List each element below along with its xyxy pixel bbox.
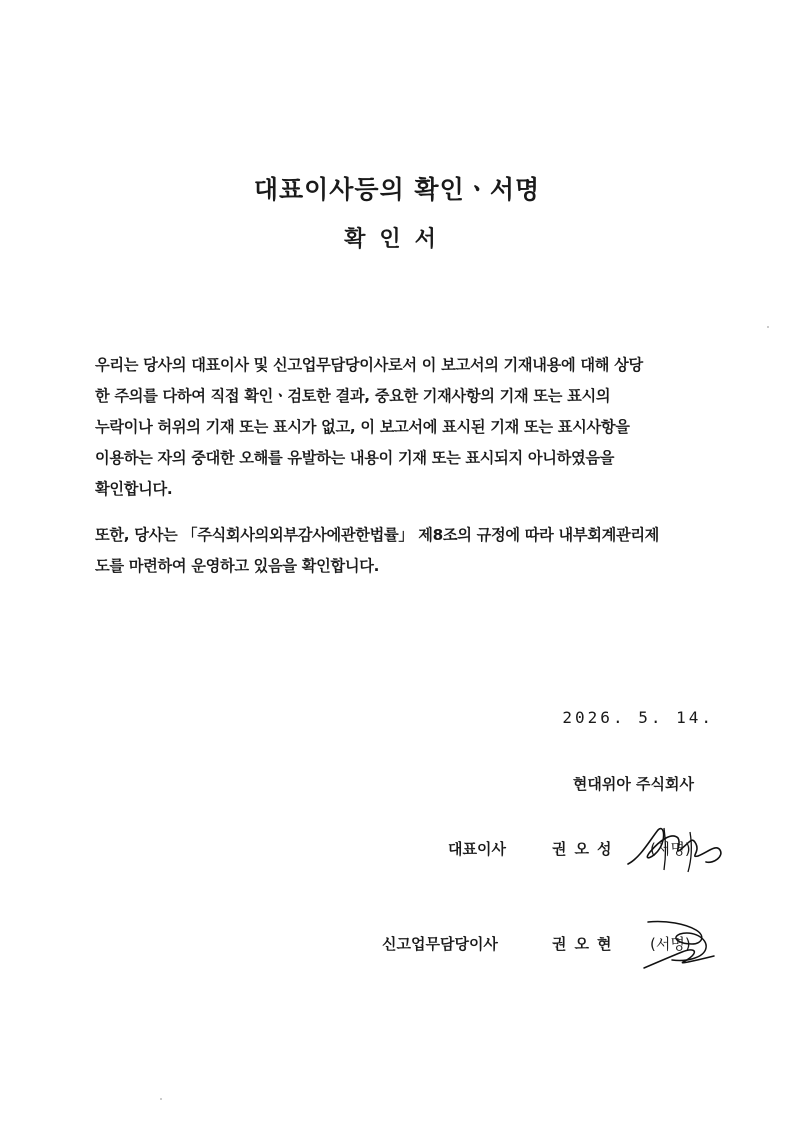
paragraph-line: 도를 마련하여 운영하고 있음을 확인합니다. — [95, 557, 380, 575]
page-title: 대표이사등의 확인ㆍ서명 — [253, 175, 541, 204]
paragraph-line: 한 주의를 다하여 직접 확인ㆍ검토한 결과, 중요한 기재사항의 기재 또는 표시의 — [95, 387, 611, 405]
paragraph-line: 우리는 당사의 대표이사 및 신고업무담당이사로서 이 보고서의 기재내용에 대해 상당 — [95, 356, 643, 374]
scan-speck — [160, 1098, 162, 1100]
signature-mark: (서명) — [650, 840, 691, 858]
paragraph-line: 이용하는 자의 중대한 오해를 유발하는 내용이 기재 또는 표시되지 아니하였음을 — [95, 449, 615, 467]
paragraph-line: 누락이나 허위의 기재 또는 표시가 없고, 이 보고서에 표시된 기재 또는 표시사항을 — [95, 418, 630, 436]
signatory-role: 대표이사 — [448, 840, 506, 858]
company-name: 현대위아 주식회사 — [572, 775, 694, 793]
scan-speck — [767, 326, 769, 328]
page-subtitle: 확인서 — [344, 227, 450, 252]
signatory-name: 권오현 — [552, 935, 620, 953]
confirmation-paragraph — [95, 350, 705, 505]
paragraph-line: 확인합니다. — [95, 480, 173, 498]
handwritten-signature — [636, 916, 726, 974]
internal-control-paragraph — [95, 520, 705, 582]
document-date: 2026. 5. 14. — [562, 708, 714, 727]
signatory-role: 신고업무담당이사 — [382, 935, 498, 953]
signature-mark: (서명) — [650, 935, 691, 953]
signatory-name: 권오성 — [552, 840, 620, 858]
paragraph-line: 또한, 당사는 「주식회사의외부감사에관한법률」 제8조의 규정에 따라 내부회계관리제 — [95, 526, 660, 544]
handwritten-signature — [620, 818, 730, 878]
